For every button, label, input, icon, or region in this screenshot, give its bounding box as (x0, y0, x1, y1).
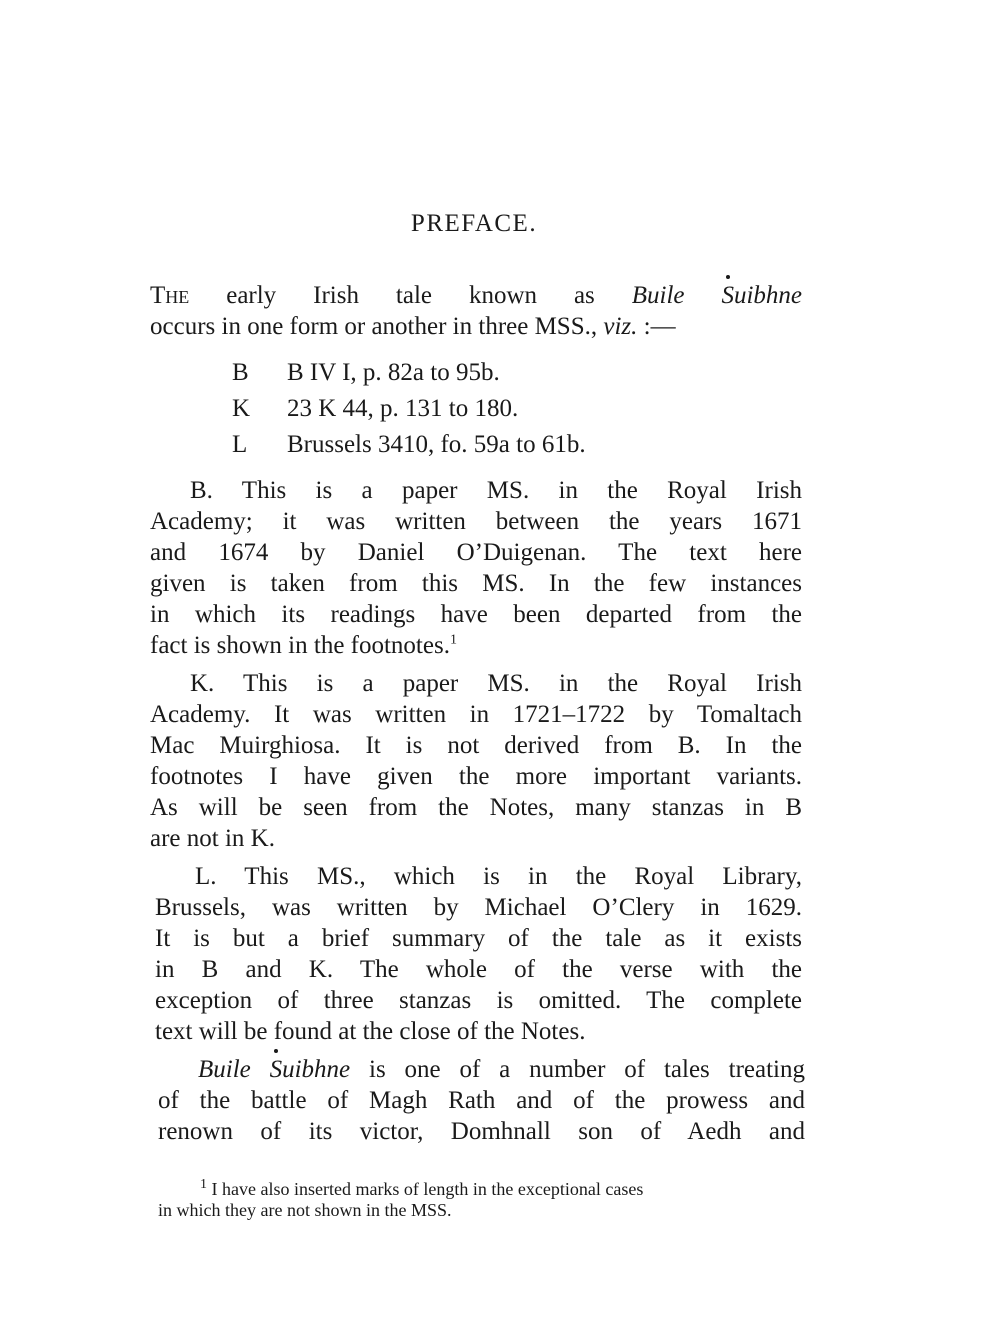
para-l-line: exception of three stanzas is omitted. The complete (155, 987, 802, 1014)
para-k-line: Mac Muirghiosa. It is not derived from B. In the (150, 732, 802, 759)
para-bs-line: renown of its victor, Domhnall son of Aedh and (158, 1118, 805, 1145)
para-k-line: Academy. It was written in 1721–1722 by Tomaltach (150, 701, 802, 728)
para-bs-line: Buile Suibhne is one of a number of tales treating (198, 1056, 805, 1083)
para-b-line: Academy; it was written between the years 1671 (150, 508, 802, 535)
para-b-line: and 1674 by Daniel O’Duigenan. The text here (150, 539, 802, 566)
para-l-line: It is but a brief summary of the tale as it exists (155, 925, 802, 952)
footnote-line: $^1$ I have also inserted marks of length in the exceptional cases (200, 1177, 644, 1199)
para-b-line: in which its readings have been departed from the (150, 601, 802, 628)
para-l-line: L. This MS., which is in the Royal Library, (195, 863, 802, 890)
document-page: PREFACE. The early Irish tale known as Buile Suibhne occurs in one form or another in three MSS., viz. :— B B IV I, p. 82a to 95b. K 23 K 44, p. 131 to 180. L Brussels 3410, fo. 59a to 61b. B. This is a paper MS. in the Royal Irish Academy; it was written between the years 1671 and 1674 by Daniel O’Duigenan. The text here given is taken from this MS. In the few instances in which its readings have been departed from the fact is shown in the footnotes.$^1$ K. This is a paper MS. in the Royal Irish Academy. It was written in 1721–1722 by Tomaltach Mac Muirghiosa. It is not derived from B. In the footnotes I have given the more important variants. As will be seen from the Notes, many stanzas in B are not in K. L. This MS., which is in the Royal Library, Brussels, was written by Michael O’Clery in 1629. It is but a brief summary of the tale as it exists in B and K. The whole of the verse with the exception of three stanzas is omitted. The complete text will be found at the close of the Notes. Buile Suibhne is one of a number of tales treating of the battle of Magh Rath and of the prowess and renown of its victor, Domhnall son of Aedh and $^1$ I have also inserted marks of length in the exceptional cases in which they are not shown in the MSS. (0, 0, 1000, 1333)
intro-line-1: The early Irish tale known as Buile Suibhne (150, 282, 802, 309)
para-b-line: B. This is a paper MS. in the Royal Irish (190, 477, 802, 504)
para-b-line: given is taken from this MS. In the few instances (150, 570, 802, 597)
para-bs-line: of the battle of Magh Rath and of the prowess and (158, 1087, 805, 1114)
page-title: PREFACE. (410, 210, 538, 237)
para-k-line: are not in K. (150, 825, 275, 852)
para-k-line: As will be seen from the Notes, many stanzas in B (150, 794, 802, 821)
para-k-line: K. This is a paper MS. in the Royal Irish (190, 670, 802, 697)
footnote-mark: 1 (200, 1177, 207, 1192)
para-k-line: footnotes I have given the more important variants. (150, 763, 802, 790)
para-b-line: fact is shown in the footnotes.$^1$ (150, 632, 457, 659)
para-l-line: in B and K. The whole of the verse with the (155, 956, 802, 983)
intro-line-2: occurs in one form or another in three MSS., viz. :— (150, 313, 676, 340)
footnote-ref: 1 (449, 632, 457, 648)
para-l-line: text will be found at the close of the Notes. (155, 1018, 586, 1045)
para-l-line: Brussels, was written by Michael O’Clery in 1629. (155, 894, 802, 921)
footnote-line: in which they are not shown in the MSS. (158, 1200, 452, 1220)
